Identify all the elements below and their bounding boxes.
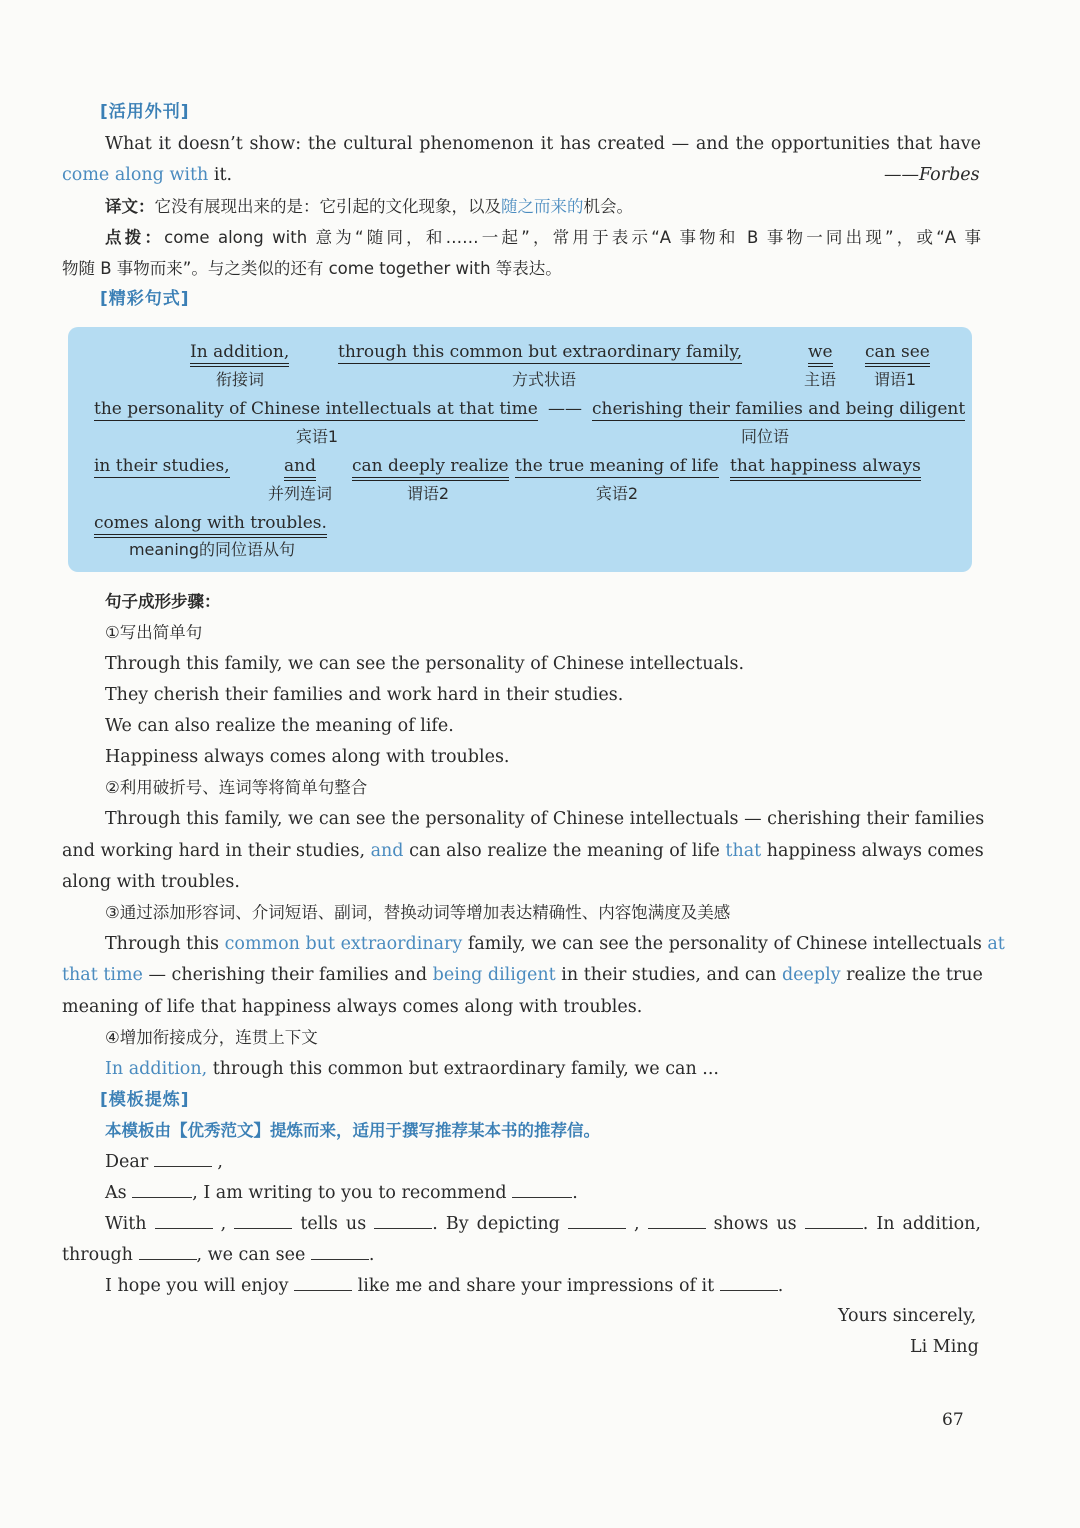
blank bbox=[720, 1274, 778, 1291]
tip-label: 点拨： bbox=[105, 228, 165, 247]
quote-end: it. bbox=[208, 165, 233, 185]
step-2-title: ②利用破折号、连词等将简单句整合 bbox=[105, 778, 368, 797]
text: like me and share your impressions of it bbox=[357, 1276, 715, 1296]
step-2-line-3: along with troubles. bbox=[62, 872, 240, 892]
blank bbox=[512, 1181, 572, 1198]
letter-greeting: Dear , bbox=[105, 1152, 223, 1172]
letter-line-as: As , I am writing to you to recommend . bbox=[105, 1183, 578, 1203]
label-object-2: 宾语2 bbox=[595, 484, 639, 503]
text: tells us bbox=[300, 1214, 367, 1234]
step-4-line bbox=[105, 1057, 719, 1081]
step-3-line-2 bbox=[62, 963, 981, 987]
text: through this common but extraordinary family, we can ... bbox=[207, 1059, 719, 1079]
steps-title: 句子成形步骤： bbox=[105, 592, 221, 611]
label-appositive-clause: meaning的同位语从句 bbox=[128, 540, 296, 559]
highlight-that: that bbox=[725, 841, 762, 861]
text: in their studies, and can bbox=[555, 965, 782, 985]
highlight: common but extraordinary bbox=[224, 934, 463, 954]
translation-text-end: 机会。 bbox=[583, 197, 633, 216]
section-header-foreign-press: [活用外刊] bbox=[100, 102, 190, 122]
highlight-and: and bbox=[370, 841, 404, 861]
text: through bbox=[62, 1245, 133, 1265]
quote-line-1: What it doesn’t show: the cultural phenomenon it has created — and the opportunities that have bbox=[105, 134, 981, 154]
tip-line-1 bbox=[105, 226, 981, 250]
seg-can-deeply-realize: can deeply realize bbox=[352, 456, 509, 481]
blank bbox=[132, 1181, 192, 1198]
translation bbox=[105, 195, 633, 219]
text: — cherishing their families and bbox=[142, 965, 433, 985]
highlight: that time bbox=[62, 965, 143, 985]
step-1-line-1: Through this family, we can see the personality of Chinese intellectuals. bbox=[105, 654, 745, 674]
highlight: deeply bbox=[781, 965, 841, 985]
letter-line-with: With , tells us . By depicting , shows us . In addition, bbox=[105, 1214, 981, 1234]
quote-line-2 bbox=[62, 163, 232, 187]
highlight: at bbox=[987, 934, 1005, 954]
text: With bbox=[105, 1214, 147, 1234]
section-header-template: [模板提炼] bbox=[100, 1090, 190, 1110]
blank bbox=[154, 1150, 212, 1167]
translation-text: 它没有展现出来的是：它引起的文化现象，以及 bbox=[154, 197, 501, 216]
highlight: being diligent bbox=[432, 965, 556, 985]
step-3-line-3: meaning of life that happiness always comes along with troubles. bbox=[62, 997, 643, 1017]
text: As bbox=[105, 1183, 127, 1203]
quote-source: ——Forbes bbox=[884, 165, 980, 185]
text: realize the true bbox=[840, 965, 983, 985]
label-subject: 主语 bbox=[803, 370, 836, 389]
step-3-line-1 bbox=[105, 932, 1005, 956]
step-1-line-4: Happiness always comes along with troubles. bbox=[105, 747, 510, 767]
translation-highlight: 随之而来的 bbox=[501, 197, 584, 216]
letter-closing: Yours sincerely, bbox=[838, 1306, 977, 1326]
label-coordinating-conj: 并列连词 bbox=[267, 484, 332, 503]
seg-in-addition: In addition, bbox=[190, 342, 289, 367]
label-connective: 衔接词 bbox=[215, 370, 264, 389]
seg-dash: —— bbox=[548, 399, 582, 419]
letter-signature: Li Ming bbox=[910, 1337, 979, 1357]
seg-appositive: cherishing their families and being diligent bbox=[592, 399, 966, 419]
blank bbox=[805, 1212, 863, 1229]
blank bbox=[648, 1212, 706, 1229]
text: and working hard in their studies, bbox=[62, 841, 371, 861]
text: family, we can see the personality of Chinese intellectuals bbox=[462, 934, 988, 954]
step-1-line-2: They cherish their families and work hard in their studies. bbox=[105, 685, 624, 705]
step-4-title: ④增加衔接成分，连贯上下文 bbox=[105, 1028, 318, 1047]
step-2-line-1: Through this family, we can see the personality of Chinese intellectuals — cherishing their families bbox=[105, 809, 985, 829]
blank bbox=[155, 1212, 213, 1229]
text: . By depicting bbox=[432, 1214, 560, 1234]
seg-and: and bbox=[284, 456, 316, 481]
highlight: In addition, bbox=[105, 1059, 208, 1079]
blank bbox=[294, 1274, 352, 1291]
translation-label: 译文： bbox=[105, 197, 155, 216]
text: , we can see bbox=[196, 1245, 306, 1265]
label-adverbial: 方式状语 bbox=[511, 370, 576, 389]
section-header-sentence-pattern: [精彩句式] bbox=[100, 289, 190, 309]
text: can also realize the meaning of life bbox=[403, 841, 726, 861]
letter-line-through: through , we can see . bbox=[62, 1245, 375, 1265]
step-1-title: ①写出简单句 bbox=[105, 623, 203, 642]
text: shows us bbox=[713, 1214, 797, 1234]
page-number: 67 bbox=[942, 1410, 964, 1430]
tip-text: come along with 意为“随同，和……一起”，常用于表示“A 事物和 B 事物一同出现”，或“A 事 bbox=[164, 228, 982, 247]
step-2-line-2 bbox=[62, 839, 984, 863]
seg-object-2: the true meaning of life bbox=[515, 456, 719, 476]
label-predicate-2: 谓语2 bbox=[406, 484, 450, 503]
text: I hope you will enjoy bbox=[105, 1276, 289, 1296]
letter-line-hope: I hope you will enjoy like me and share your impressions of it . bbox=[105, 1276, 784, 1296]
seg-comes-along: comes along with troubles. bbox=[94, 513, 327, 538]
seg-in-their-studies: in their studies, bbox=[94, 456, 230, 476]
text: , I am writing to you to recommend bbox=[192, 1183, 507, 1203]
seg-we: we bbox=[808, 342, 833, 367]
text: happiness always comes bbox=[761, 841, 984, 861]
step-3-title: ③通过添加形容词、介词短语、副词，替换动词等增加表达精确性、内容饱满度及美感 bbox=[105, 903, 731, 922]
seg-through-family: through this common but extraordinary family, bbox=[338, 342, 743, 362]
blank bbox=[374, 1212, 432, 1229]
label-appositive: 同位语 bbox=[740, 427, 789, 446]
tip-line-2: 物随 B 事物而来”。与之类似的还有 come together with 等表达。 bbox=[62, 259, 562, 278]
blank bbox=[139, 1243, 197, 1260]
seg-object-1: the personality of Chinese intellectuals at that time bbox=[94, 399, 538, 419]
quote-highlight: come along with bbox=[62, 165, 209, 185]
seg-that-happiness: that happiness always bbox=[730, 456, 921, 481]
text: Through this bbox=[105, 934, 225, 954]
template-intro: 本模板由【优秀范文】提炼而来，适用于撰写推荐某本书的推荐信。 bbox=[105, 1121, 600, 1140]
step-1-line-3: We can also realize the meaning of life. bbox=[105, 716, 454, 736]
label-predicate-1: 谓语1 bbox=[873, 370, 917, 389]
blank bbox=[568, 1212, 626, 1229]
seg-can-see: can see bbox=[865, 342, 930, 367]
blank bbox=[234, 1212, 292, 1229]
label-object-1: 宾语1 bbox=[295, 427, 339, 446]
text: Dear bbox=[105, 1152, 149, 1172]
blank bbox=[311, 1243, 369, 1260]
text: . In addition, bbox=[862, 1214, 981, 1234]
